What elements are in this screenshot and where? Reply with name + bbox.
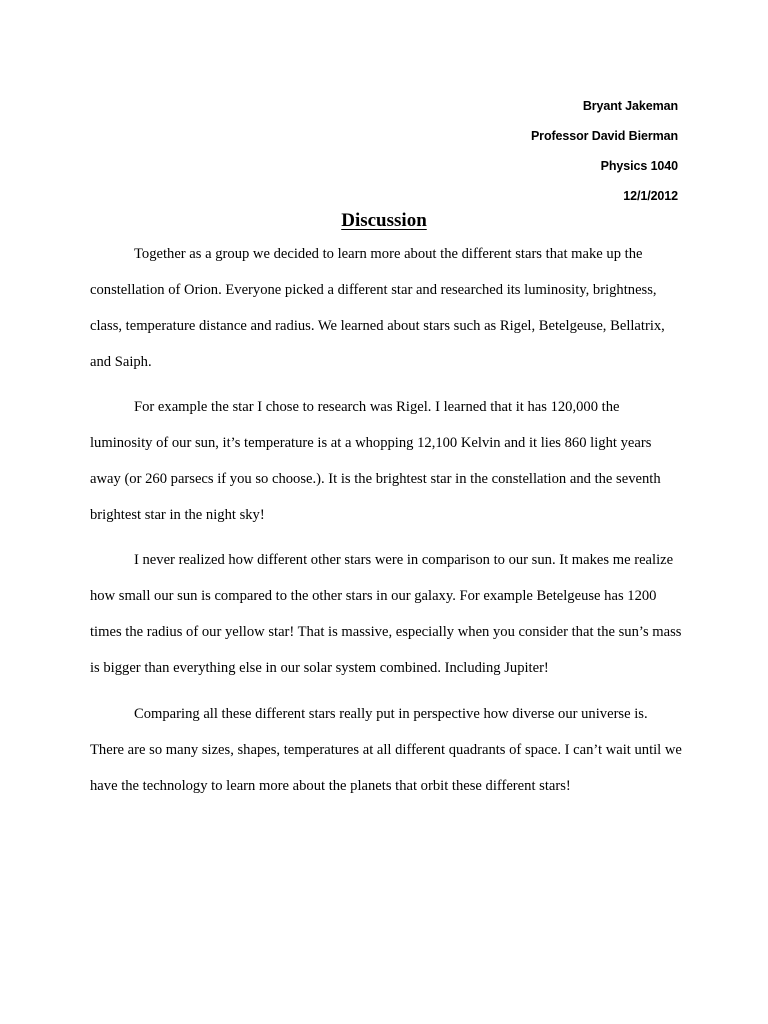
- paragraph: For example the star I chose to research was Rigel. I learned that it has 120,000 the luminosity of our sun, it’s temperature is at a whopping 12,100 Kelvin and it lies 860 light years away (or 260 parsecs if you so choose.). It is the brightest star in the constellation and the seventh brightest star in the night sky!: [90, 399, 661, 523]
- paragraph-4-block: [90, 696, 682, 804]
- course-name: Physics 1040: [600, 159, 678, 173]
- paragraph: Together as a group we decided to learn more about the different stars that make up the constellation of Orion. Everyone picked a different star and researched its luminosity, brightness, class, temperature distance and radius. We learned about stars such as Rigel, Betelgeuse, Bellatrix, and Saiph.: [90, 246, 665, 370]
- header-block: [531, 91, 678, 211]
- paragraph-3-block: [90, 542, 682, 686]
- author-name: Bryant Jakeman: [582, 99, 678, 113]
- paragraph-2-block: [90, 389, 682, 533]
- paragraph-1-block: [90, 236, 682, 380]
- document-date: 12/1/2012: [623, 189, 678, 203]
- paragraph: I never realized how different other stars were in comparison to our sun. It makes me realize how small our sun is compared to the other stars in our galaxy. For example Betelgeuse has 1200 times the radius of our yellow star! That is massive, especially when you consider that the sun’s mass is bigger than everything else in our solar system combined. Including Jupiter!: [90, 552, 682, 676]
- document-title: Discussion: [341, 210, 427, 231]
- paragraph: Comparing all these different stars really put in perspective how diverse our universe is. There are so many sizes, shapes, temperatures at all different quadrants of space. I can’t wait until we have the technology to learn more about the planets that orbit these different stars!: [90, 706, 682, 794]
- professor-name: Professor David Bierman: [530, 129, 678, 143]
